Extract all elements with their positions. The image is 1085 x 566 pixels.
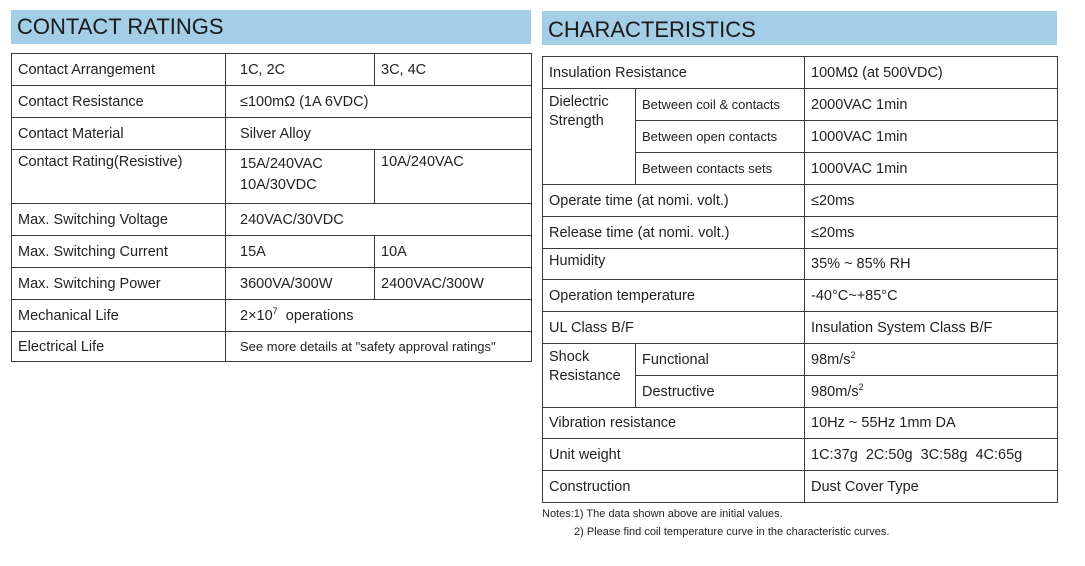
- row-value: [805, 344, 1058, 376]
- row-value: 1000VAC 1min: [805, 121, 1058, 153]
- destructive-exponent: 2: [858, 381, 864, 392]
- row-value: [805, 376, 1058, 408]
- row-sublabel: Between contacts sets: [636, 153, 805, 185]
- table-row: [12, 204, 532, 236]
- row-value: Dust Cover Type: [805, 471, 1058, 503]
- row-label: Contact Arrangement: [12, 54, 226, 86]
- row-value: 2400VAC/300W: [375, 268, 532, 300]
- row-value: [226, 300, 532, 332]
- characteristics-header: CHARACTERISTICS: [542, 11, 1057, 45]
- table-row: [12, 268, 532, 300]
- table-row: [12, 236, 532, 268]
- row-value: [226, 150, 375, 204]
- row-value: ≤100mΩ (1A 6VDC): [226, 86, 532, 118]
- table-row: [543, 217, 1058, 249]
- row-label: Electrical Life: [12, 332, 226, 362]
- mechanical-exponent: 7: [272, 305, 278, 316]
- row-label: Vibration resistance: [543, 408, 805, 439]
- row-value: 2000VAC 1min: [805, 89, 1058, 121]
- table-row: [12, 86, 532, 118]
- dielectric-label: Dielectric Strength: [543, 89, 636, 185]
- mechanical-base: 2×10: [240, 307, 273, 324]
- row-value: -40°C~+85°C: [805, 280, 1058, 312]
- row-value: 10Hz ~ 55Hz 1mm DA: [805, 408, 1058, 439]
- row-label: UL Class B/F: [543, 312, 805, 344]
- row-value: 35% ~ 85% RH: [805, 249, 1058, 280]
- row-value: Insulation System Class B/F: [805, 312, 1058, 344]
- row-value: Silver Alloy: [226, 118, 532, 150]
- row-value: 15A: [226, 236, 375, 268]
- row-value: See more details at "safety approval ratings": [226, 332, 532, 362]
- row-label: Operation temperature: [543, 280, 805, 312]
- table-row: [12, 150, 532, 204]
- table-row: [12, 300, 532, 332]
- rating-line-2: 10A/30VDC: [240, 177, 317, 193]
- row-label: Unit weight: [543, 439, 805, 471]
- rating-line-1: 15A/240VAC: [240, 156, 323, 172]
- table-row: [12, 54, 532, 86]
- row-label: Operate time (at nomi. volt.): [543, 185, 805, 217]
- row-sublabel: Functional: [636, 344, 805, 376]
- row-label: Contact Resistance: [12, 86, 226, 118]
- table-row: [543, 280, 1058, 312]
- table-row: [543, 57, 1058, 89]
- row-label: Max. Switching Voltage: [12, 204, 226, 236]
- row-value: 1C:37g 2C:50g 3C:58g 4C:65g: [805, 439, 1058, 471]
- row-value: 3C, 4C: [375, 54, 532, 86]
- row-label: Contact Rating(Resistive): [12, 150, 226, 204]
- row-label: Humidity: [543, 249, 805, 280]
- table-row: [543, 89, 1058, 121]
- row-label: Mechanical Life: [12, 300, 226, 332]
- row-value: 3600VA/300W: [226, 268, 375, 300]
- table-row: [12, 118, 532, 150]
- table-row: [543, 312, 1058, 344]
- functional-base: 98m/s: [811, 351, 851, 368]
- table-row: [543, 249, 1058, 280]
- row-sublabel: Between open contacts: [636, 121, 805, 153]
- table-row: [543, 471, 1058, 503]
- destructive-base: 980m/s: [811, 383, 859, 400]
- table-row: [543, 408, 1058, 439]
- notes: [542, 505, 889, 541]
- contact-ratings-table: [11, 53, 532, 362]
- row-value: 10A: [375, 236, 532, 268]
- table-row: [543, 439, 1058, 471]
- mechanical-unit: operations: [285, 307, 354, 324]
- row-label: Release time (at nomi. volt.): [543, 217, 805, 249]
- row-sublabel: Destructive: [636, 376, 805, 408]
- table-row: [543, 185, 1058, 217]
- row-value: ≤20ms: [805, 185, 1058, 217]
- row-value: 1C, 2C: [226, 54, 375, 86]
- row-value: 1000VAC 1min: [805, 153, 1058, 185]
- row-label: Contact Material: [12, 118, 226, 150]
- row-value: 10A/240VAC: [375, 150, 532, 204]
- row-value: 240VAC/30VDC: [226, 204, 532, 236]
- shock-label: Shock Resistance: [543, 344, 636, 408]
- row-sublabel: Between coil & contacts: [636, 89, 805, 121]
- row-value: ≤20ms: [805, 217, 1058, 249]
- note-line-1: Notes:1) The data shown above are initial values.: [542, 508, 783, 520]
- note-line-2: 2) Please find coil temperature curve in the characteristic curves.: [574, 526, 890, 538]
- table-row: [12, 332, 532, 362]
- functional-exponent: 2: [850, 349, 856, 360]
- row-label: Max. Switching Power: [12, 268, 226, 300]
- characteristics-table: [542, 56, 1058, 503]
- row-label: Insulation Resistance: [543, 57, 805, 89]
- row-value: 100MΩ (at 500VDC): [805, 57, 1058, 89]
- table-row: [543, 344, 1058, 376]
- contact-ratings-header: CONTACT RATINGS: [11, 10, 531, 44]
- row-label: Construction: [543, 471, 805, 503]
- row-label: Max. Switching Current: [12, 236, 226, 268]
